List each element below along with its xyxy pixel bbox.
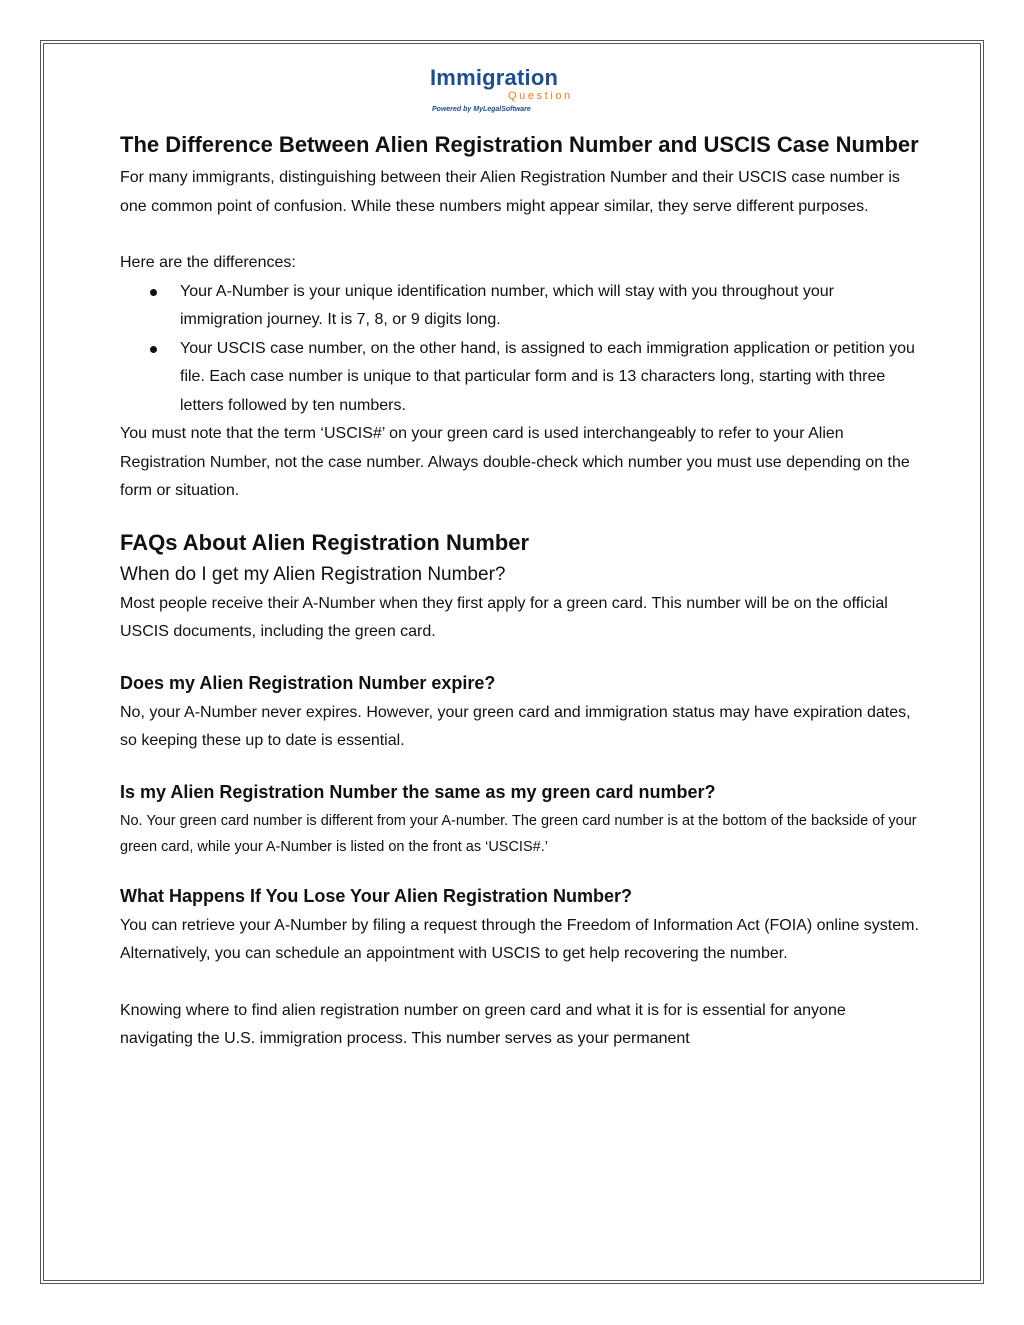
faq-answer: No. Your green card number is different from your A-number. The green card number is at the bottom of the backside of your green card, while your A-Number is listed on the front as ‘USCIS#.’ [120,812,917,855]
logo-tagline: Powered by MyLegalSoftware [432,106,531,113]
immigration-question-logo [430,66,602,118]
list-item: Your A-Number is your unique identification number, which will stay with you throughout your immigration journey. It is 7, 8, or 9 digits long. [180,278,920,335]
logo-wordmark: Immigration [430,65,559,90]
list-item: Your USCIS case number, on the other hand, is assigned to each immigration application or petition you file. Each case number is unique to that particular form and is 13 characters long, starting with three letters followed by ten numbers. [180,335,920,421]
logo-subtitle: Question [508,90,573,102]
closing-paragraph: Knowing where to find alien registration number on green card and what it is for is essential for anyone navigating the U.S. immigration process. This number serves as your permanent [120,1001,846,1047]
faq-question: When do I get my Alien Registration Number? [120,563,506,585]
differences-list [120,278,920,421]
faq-question: Is my Alien Registration Number the same as my green card number? [120,781,716,802]
faqs-heading: FAQs About Alien Registration Number [120,529,530,555]
note-paragraph: You must note that the term ‘USCIS#’ on your green card is used interchangeably to refer to your Alien Registration Number, not the case number. Always double-check which number you must use depending on the form or situation. [120,425,910,499]
faq-answer: No, your A-Number never expires. However, your green card and immigration status may have expiration dates, so keeping these up to date is essential. [120,703,911,749]
faq-question: What Happens If You Lose Your Alien Registration Number? [120,885,633,906]
article-title: The Difference Between Alien Registration Number and USCIS Case Number [120,132,919,157]
faq-question: Does my Alien Registration Number expire? [120,672,496,693]
intro-paragraph: For many immigrants, distinguishing between their Alien Registration Number and their USCIS case number is one common point of confusion. While these numbers might appear similar, they serve different purposes. [120,169,900,215]
faq-answer: Most people receive their A-Number when they first apply for a green card. This number will be on the official USCIS documents, including the green card. [120,594,888,640]
faq-answer: You can retrieve your A-Number by filing a request through the Freedom of Information Act (FOIA) online system. Alternatively, you can schedule an appointment with USCIS to get help recovering the number. [120,916,919,962]
differences-lead: Here are the differences: [120,254,296,271]
document-body [120,126,920,1054]
